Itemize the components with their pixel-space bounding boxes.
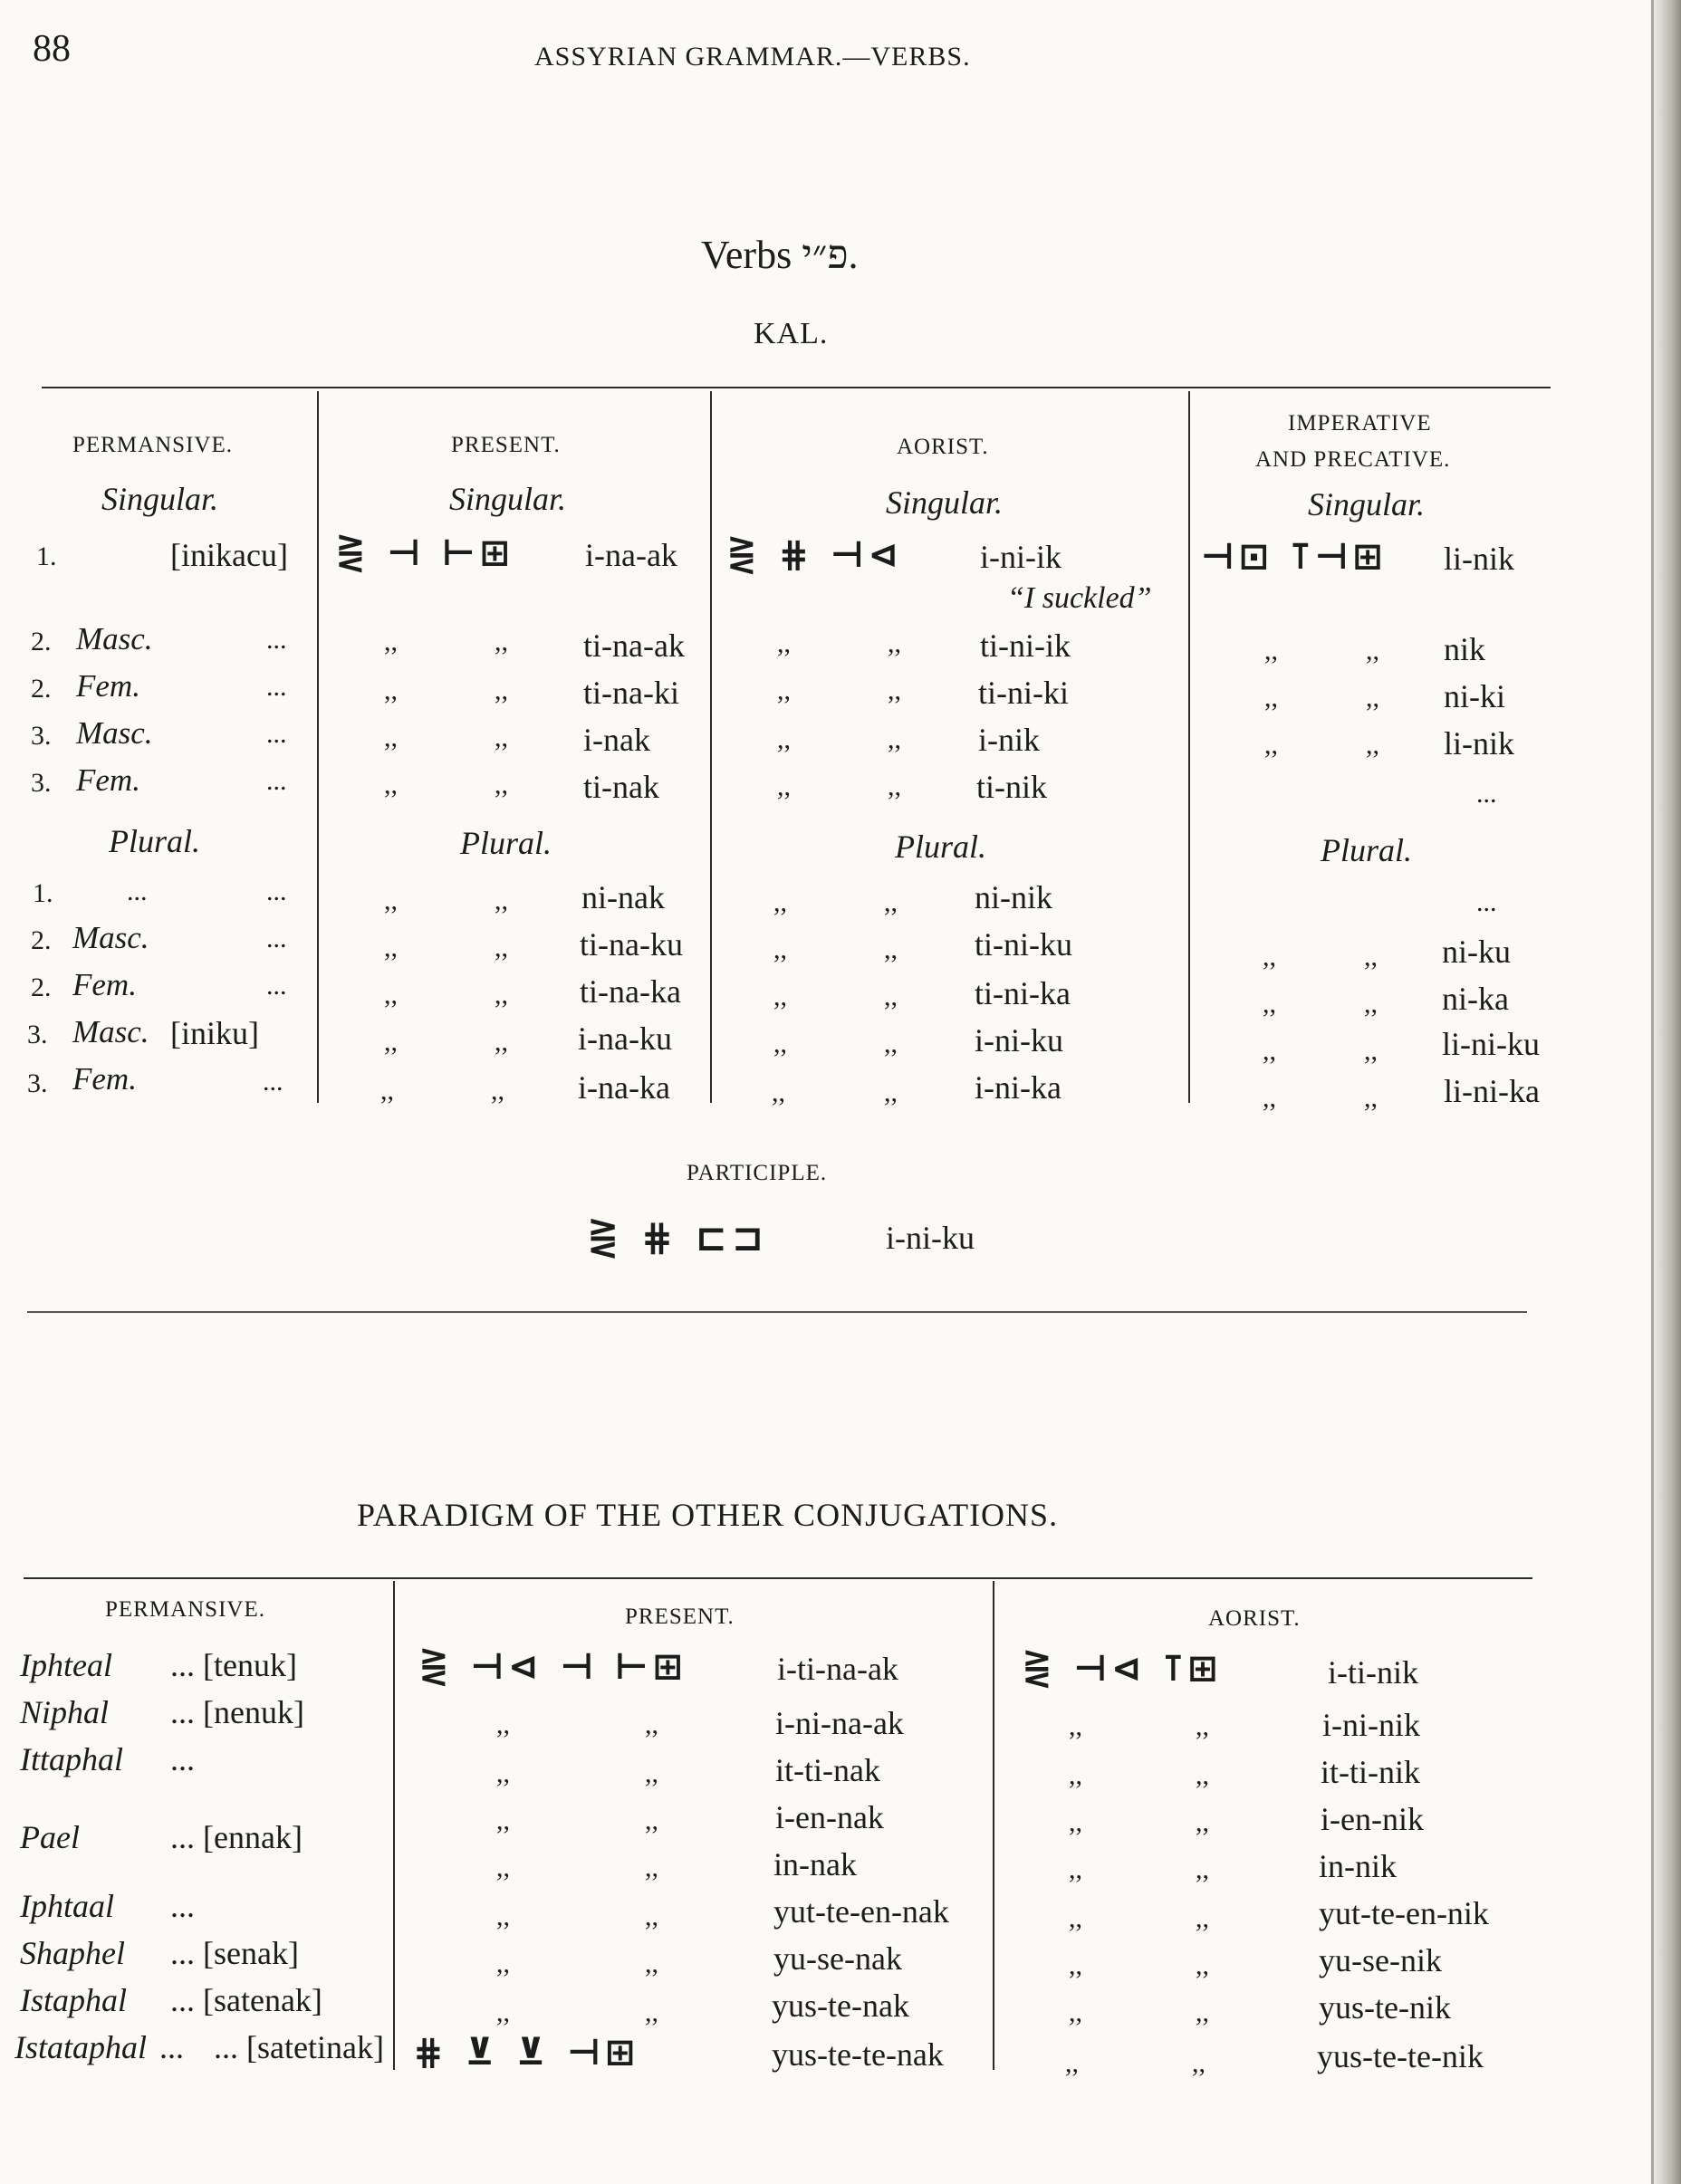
aorist-form: i-ni-ka xyxy=(975,1069,1061,1106)
ditto-mark: ,, xyxy=(1196,1760,1209,1790)
gender-label: Fem. xyxy=(76,668,140,704)
plural-label: Plural. xyxy=(1321,832,1413,868)
aorist-form: ni-nik xyxy=(975,879,1052,915)
gender-label: Fem. xyxy=(72,967,137,1002)
participle-heading: PARTICIPLE. xyxy=(687,1161,828,1185)
ellipsis: ... xyxy=(1476,887,1497,917)
paradigm-title: PARADIGM OF THE OTHER CONJUGATIONS. xyxy=(357,1497,1059,1533)
conjugation-name: Iphtaal xyxy=(20,1888,114,1924)
ditto-mark: ,, xyxy=(773,1029,787,1058)
ditto-mark: ,, xyxy=(491,1076,504,1106)
ditto-mark: ,, xyxy=(1069,1854,1082,1884)
ellipsis: ... xyxy=(266,766,287,796)
singular-label: Singular. xyxy=(886,484,1004,521)
person-number: 1. xyxy=(36,541,57,571)
kal-column-divider xyxy=(317,391,319,1103)
imperative-form: nik xyxy=(1444,631,1486,667)
ditto-mark: ,, xyxy=(645,1901,658,1931)
present-form: i-en-nak xyxy=(775,1799,884,1835)
present-form: i-na-ka xyxy=(578,1069,670,1106)
aorist-form: it-ti-nik xyxy=(1321,1754,1420,1790)
aorist-form: yus-te-nik xyxy=(1319,1989,1451,2026)
ditto-mark: ,, xyxy=(384,980,398,1010)
aorist-form: yus-te-te-nik xyxy=(1317,2038,1484,2074)
ditto-mark: ,, xyxy=(1069,1711,1082,1741)
ditto-mark: ,, xyxy=(1069,1760,1082,1790)
present-form: ti-na-ka xyxy=(580,973,681,1010)
ditto-mark: ,, xyxy=(495,675,508,705)
ditto-mark: ,, xyxy=(645,1949,658,1978)
singular-label: Singular. xyxy=(101,481,219,517)
imperative-form: ni-ka xyxy=(1442,981,1509,1017)
ditto-mark: ,, xyxy=(496,1710,510,1739)
imperative-form: ni-ku xyxy=(1442,934,1511,970)
ditto-mark: ,, xyxy=(1196,1807,1209,1837)
ditto-mark: ,, xyxy=(1263,989,1276,1019)
cuneiform-signs: ⋛ ⊣⊲ ⊣ ⊢⊞ xyxy=(418,1646,688,1688)
present-form: ti-na-ki xyxy=(583,675,679,711)
kal-header-present: PRESENT. xyxy=(451,433,561,457)
paradigm-header-aorist: AORIST. xyxy=(1208,1606,1301,1631)
section-title: Verbs פ״י. xyxy=(701,233,859,277)
conjugation-name: Istataphal xyxy=(14,2029,148,2065)
ditto-mark: ,, xyxy=(645,1758,658,1788)
ditto-mark: ,, xyxy=(884,1078,898,1107)
plural-label: Plural. xyxy=(460,825,552,861)
kal-header-permansive: PERMANSIVE. xyxy=(72,433,233,457)
ditto-mark: ,, xyxy=(495,980,508,1010)
ditto-mark: ,, xyxy=(1069,1950,1082,1980)
cuneiform-signs: ⋕ ⊻ ⊻ ⊣⊞ xyxy=(413,2032,640,2074)
permansive-form: ... [nenuk] xyxy=(170,1694,304,1730)
ditto-mark: ,, xyxy=(496,1997,510,2027)
ditto-mark: ,, xyxy=(1192,2048,1206,2078)
ditto-mark: ,, xyxy=(384,723,398,752)
paradigm-header-present: PRESENT. xyxy=(625,1604,735,1629)
person-number: 3. xyxy=(31,768,52,798)
permansive-form: ... [senak] xyxy=(170,1935,299,1971)
ditto-mark: ,, xyxy=(380,1076,394,1106)
ellipsis: ... xyxy=(266,672,287,702)
imperative-form: li-ni-ku xyxy=(1442,1026,1540,1062)
singular-label: Singular. xyxy=(1308,486,1426,522)
ditto-mark: ,, xyxy=(773,887,787,917)
ditto-mark: ,, xyxy=(384,886,398,915)
ditto-mark: ,, xyxy=(496,1758,510,1788)
ditto-mark: ,, xyxy=(645,1710,658,1739)
permansive-form: ... [tenuk] xyxy=(170,1647,297,1683)
gender-label: Masc. xyxy=(72,1014,149,1049)
gender-label: Masc. xyxy=(76,621,153,656)
ditto-mark: ,, xyxy=(1069,1997,1082,2027)
ditto-mark: ,, xyxy=(777,724,791,754)
ditto-mark: ,, xyxy=(384,627,398,656)
present-form: i-na-ak xyxy=(585,537,677,573)
kal-table-top-rule xyxy=(42,387,1551,388)
ditto-mark: ,, xyxy=(1366,730,1379,760)
gender-label: Fem. xyxy=(72,1061,137,1097)
paradigm-table-top-rule xyxy=(24,1577,1532,1579)
kal-header-precative: AND PRECATIVE. xyxy=(1255,447,1451,472)
ditto-mark: ,, xyxy=(496,1806,510,1835)
ditto-mark: ,, xyxy=(1366,636,1379,666)
ditto-mark: ,, xyxy=(1366,683,1379,713)
ditto-mark: ,, xyxy=(645,1853,658,1882)
ditto-mark: ,, xyxy=(495,886,508,915)
ditto-mark: ,, xyxy=(777,675,791,705)
participle-form: i-ni-ku xyxy=(886,1220,975,1256)
ellipsis: ... xyxy=(266,971,287,1001)
ditto-mark: ,, xyxy=(1263,1083,1276,1113)
aorist-form: ti-nik xyxy=(976,769,1047,805)
aorist-form: yut-te-en-nik xyxy=(1319,1895,1489,1931)
permansive-form: ... xyxy=(170,1741,195,1777)
ditto-mark: ,, xyxy=(1065,2048,1079,2078)
aorist-form: ti-ni-ik xyxy=(980,627,1071,664)
present-form: i-ti-na-ak xyxy=(777,1651,898,1687)
ditto-mark: ,, xyxy=(496,1853,510,1882)
kal-header-aorist: AORIST. xyxy=(897,435,989,459)
cuneiform-signs: ⋛ ⋕ ⊏⊐ xyxy=(587,1215,769,1260)
present-form: ti-nak xyxy=(583,769,659,805)
ditto-mark: ,, xyxy=(1196,1903,1209,1933)
ditto-mark: ,, xyxy=(1264,730,1278,760)
ellipsis: ... xyxy=(266,625,287,655)
present-form: yut-te-en-nak xyxy=(773,1893,949,1930)
ditto-mark: ,, xyxy=(777,628,791,658)
kal-heading: KAL. xyxy=(754,317,829,350)
ditto-mark: ,, xyxy=(1364,1083,1378,1113)
ditto-mark: ,, xyxy=(496,1949,510,1978)
ditto-mark: ,, xyxy=(772,1078,785,1107)
ditto-mark: ,, xyxy=(884,887,898,917)
ditto-mark: ,, xyxy=(888,628,901,658)
aorist-form: ti-ni-ki xyxy=(978,675,1069,711)
ditto-mark: ,, xyxy=(1196,1711,1209,1741)
ditto-mark: ,, xyxy=(884,1029,898,1058)
imperative-form: ni-ki xyxy=(1444,678,1505,714)
ditto-mark: ,, xyxy=(384,675,398,705)
conjugation-name: Shaphel xyxy=(20,1935,125,1971)
ellipsis: ... xyxy=(263,1067,283,1097)
conjugation-name: Niphal xyxy=(20,1694,110,1730)
person-number: 1. xyxy=(33,878,53,908)
ditto-mark: ,, xyxy=(495,933,508,963)
cuneiform-signs: ⋛ ⊣ ⊢⊞ xyxy=(335,532,515,574)
kal-column-divider xyxy=(1188,391,1190,1103)
kal-header-imperative: IMPERATIVE xyxy=(1288,411,1432,436)
person-number: 2. xyxy=(31,674,52,704)
present-form: yus-te-te-nak xyxy=(772,2036,944,2073)
ellipsis: ... xyxy=(127,876,148,906)
aorist-form: i-ni-nik xyxy=(1322,1707,1420,1743)
ellipsis: ... xyxy=(266,719,287,749)
conjugation-name: Ittaphal xyxy=(20,1741,123,1777)
ditto-mark: ,, xyxy=(1196,1997,1209,2027)
ditto-mark: ,, xyxy=(888,724,901,754)
ditto-mark: ,, xyxy=(1264,636,1278,666)
conjugation-name: Istaphal xyxy=(20,1982,128,2018)
person-number: 3. xyxy=(31,721,52,751)
person-number: 2. xyxy=(31,627,52,656)
person-number: 3. xyxy=(27,1068,48,1098)
ditto-mark: ,, xyxy=(773,982,787,1011)
ditto-mark: ,, xyxy=(645,1806,658,1835)
ditto-mark: ,, xyxy=(773,934,787,964)
ditto-mark: ,, xyxy=(495,723,508,752)
aorist-form: yu-se-nik xyxy=(1319,1942,1442,1978)
imperative-form: li-ni-ka xyxy=(1444,1073,1540,1109)
present-form: i-nak xyxy=(583,722,650,758)
present-form: yu-se-nak xyxy=(773,1940,902,1977)
person-number: 2. xyxy=(31,972,52,1002)
cuneiform-signs: ⋛ ⋕ ⊣⊲ xyxy=(726,534,903,576)
present-form: ni-nak xyxy=(581,879,665,915)
aorist-form: i-ti-nik xyxy=(1328,1654,1418,1691)
paradigm-column-divider xyxy=(993,1581,994,2070)
gender-label: Masc. xyxy=(72,920,149,955)
ellipsis: ... xyxy=(266,924,287,953)
ditto-mark: ,, xyxy=(888,771,901,801)
section-divider xyxy=(27,1311,1527,1313)
cuneiform-signs: ⋛ ⊣⊲ ⊺⊞ xyxy=(1022,1648,1223,1690)
ditto-mark: ,, xyxy=(645,1997,658,2027)
aorist-form: i-ni-ku xyxy=(975,1022,1063,1058)
gender-label: Masc. xyxy=(76,715,153,751)
ditto-mark: ,, xyxy=(1263,1036,1276,1066)
aorist-form: ti-ni-ka xyxy=(975,975,1071,1011)
ditto-mark: ,, xyxy=(888,675,901,705)
person-number: 3. xyxy=(27,1020,48,1049)
kal-column-divider xyxy=(710,391,712,1103)
present-form: it-ti-nak xyxy=(775,1752,880,1788)
paradigm-header-permansive: PERMANSIVE. xyxy=(105,1597,265,1622)
ditto-mark: ,, xyxy=(1364,1036,1378,1066)
aorist-form: i-ni-ik xyxy=(980,539,1061,575)
ditto-mark: ,, xyxy=(495,627,508,656)
running-head: ASSYRIAN GRAMMAR.—VERBS. xyxy=(534,42,971,72)
conjugation-name: Iphteal xyxy=(20,1647,112,1683)
ditto-mark: ,, xyxy=(1263,942,1276,972)
plural-label: Plural. xyxy=(895,829,987,865)
singular-label: Singular. xyxy=(449,481,567,517)
ellipsis: ... xyxy=(1476,779,1497,809)
imperative-form: li-nik xyxy=(1444,541,1514,577)
present-form: ti-na-ak xyxy=(583,627,685,664)
person-number: 2. xyxy=(31,925,52,955)
imperative-form: li-nik xyxy=(1444,725,1514,762)
ditto-mark: ,, xyxy=(1069,1807,1082,1837)
permansive-form: [inikacu] xyxy=(170,537,288,573)
ditto-mark: ,, xyxy=(884,934,898,964)
paradigm-column-divider xyxy=(393,1581,395,2070)
translation-note: “I suckled” xyxy=(1007,581,1152,615)
ditto-mark: ,, xyxy=(1069,1903,1082,1933)
present-form: yus-te-nak xyxy=(772,1988,909,2024)
aorist-form: i-nik xyxy=(978,722,1040,758)
ditto-mark: ,, xyxy=(384,770,398,800)
aorist-form: in-nik xyxy=(1319,1848,1397,1884)
cuneiform-signs: ⊣⊡ ⊺⊣⊞ xyxy=(1201,536,1388,578)
ditto-mark: ,, xyxy=(1196,1854,1209,1884)
present-form: in-nak xyxy=(773,1846,857,1882)
ditto-mark: ,, xyxy=(777,771,791,801)
conjugation-name: Pael xyxy=(20,1819,80,1855)
ditto-mark: ,, xyxy=(384,1027,398,1057)
present-form: i-ni-na-ak xyxy=(775,1705,904,1741)
aorist-form: i-en-nik xyxy=(1321,1801,1424,1837)
aorist-form: ti-ni-ku xyxy=(975,926,1072,963)
permansive-form: ... [satenak] xyxy=(170,1982,322,2018)
gender-label: Fem. xyxy=(76,762,140,798)
permansive-form: ... [ennak] xyxy=(170,1819,303,1855)
ditto-mark: ,, xyxy=(1364,989,1378,1019)
ditto-mark: ,, xyxy=(384,933,398,963)
ditto-mark: ,, xyxy=(1364,942,1378,972)
page-edge-shadow xyxy=(1650,0,1681,2184)
present-form: ti-na-ku xyxy=(580,926,683,963)
ditto-mark: ,, xyxy=(1264,683,1278,713)
ditto-mark: ,, xyxy=(495,1027,508,1057)
page-number: 88 xyxy=(33,28,71,70)
present-form: i-na-ku xyxy=(578,1020,672,1057)
ditto-mark: ,, xyxy=(496,1901,510,1931)
ellipsis: ... xyxy=(159,2029,184,2065)
permansive-form: ... [satetinak] xyxy=(214,2029,384,2065)
ditto-mark: ,, xyxy=(495,770,508,800)
ellipsis: ... xyxy=(266,876,287,906)
permansive-form: [iniku] xyxy=(170,1015,259,1051)
permansive-form: ... xyxy=(170,1888,195,1924)
ditto-mark: ,, xyxy=(1196,1950,1209,1980)
page-edge-line xyxy=(1651,0,1654,2184)
ditto-mark: ,, xyxy=(884,982,898,1011)
plural-label: Plural. xyxy=(109,823,201,859)
